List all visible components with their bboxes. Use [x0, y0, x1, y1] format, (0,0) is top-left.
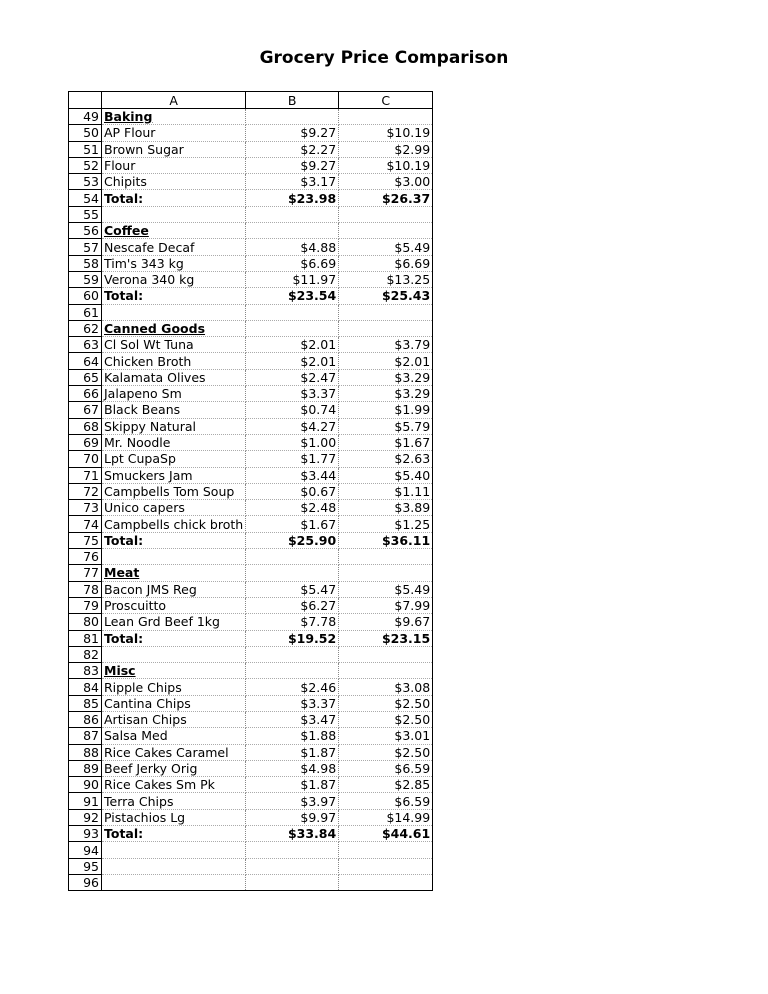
cell-price-c[interactable]: $5.79 — [339, 418, 433, 434]
row-number-cell[interactable]: 73 — [69, 500, 102, 516]
row-number-cell[interactable]: 77 — [69, 565, 102, 581]
row-number-cell[interactable]: 90 — [69, 777, 102, 793]
cell-item-name[interactable]: Lpt CupaSp — [102, 451, 246, 467]
cell-price-c[interactable]: $2.50 — [339, 695, 433, 711]
row-number-cell[interactable]: 71 — [69, 467, 102, 483]
row-number-cell[interactable]: 65 — [69, 369, 102, 385]
cell-price-c[interactable]: $1.11 — [339, 483, 433, 499]
row-number-cell[interactable]: 87 — [69, 728, 102, 744]
table-row — [69, 337, 433, 353]
row-number-cell[interactable]: 52 — [69, 157, 102, 173]
cell-item-name[interactable]: Chipits — [102, 174, 246, 190]
table-row — [69, 663, 433, 679]
table-row — [69, 858, 433, 874]
cell-item-name[interactable]: Verona 340 kg — [102, 271, 246, 287]
table-row — [69, 809, 433, 825]
cell-price-c[interactable]: $6.59 — [339, 793, 433, 809]
column-header-c: C — [339, 92, 433, 109]
cell-price-c[interactable]: $5.49 — [339, 239, 433, 255]
cell-price-c[interactable] — [339, 874, 433, 890]
cell-price-c[interactable]: $36.11 — [339, 532, 433, 548]
table-row — [69, 109, 433, 125]
row-number-cell[interactable]: 79 — [69, 597, 102, 613]
table-row — [69, 744, 433, 760]
cell-price-b[interactable]: $4.98 — [246, 760, 339, 776]
cell-price-c[interactable]: $2.99 — [339, 141, 433, 157]
table-row — [69, 255, 433, 271]
cell-item-name[interactable]: Brown Sugar — [102, 141, 246, 157]
row-number-cell[interactable]: 82 — [69, 646, 102, 662]
table-body — [69, 109, 433, 891]
cell-price-c[interactable]: $26.37 — [339, 190, 433, 206]
cell-price-b[interactable]: $3.44 — [246, 467, 339, 483]
cell-price-c[interactable]: $5.40 — [339, 467, 433, 483]
row-number-cell[interactable]: 50 — [69, 125, 102, 141]
table-row — [69, 597, 433, 613]
cell-price-c[interactable]: $14.99 — [339, 809, 433, 825]
cell-price-b[interactable]: $9.27 — [246, 125, 339, 141]
cell-item-name[interactable] — [102, 206, 246, 222]
row-number-cell[interactable]: 56 — [69, 223, 102, 239]
cell-price-c[interactable]: $10.19 — [339, 157, 433, 173]
cell-price-c[interactable]: $3.00 — [339, 174, 433, 190]
cell-price-b[interactable] — [246, 549, 339, 565]
cell-price-b[interactable] — [246, 109, 339, 125]
cell-item-name[interactable]: Jalapeno Sm — [102, 386, 246, 402]
table-row — [69, 418, 433, 434]
table-row — [69, 239, 433, 255]
cell-price-c[interactable]: $3.89 — [339, 500, 433, 516]
cell-item-name[interactable]: Terra Chips — [102, 793, 246, 809]
cell-price-c[interactable]: $44.61 — [339, 826, 433, 842]
cell-price-c[interactable] — [339, 206, 433, 222]
cell-item-name[interactable] — [102, 874, 246, 890]
row-number-cell[interactable]: 89 — [69, 760, 102, 776]
cell-price-c[interactable] — [339, 842, 433, 858]
cell-price-b[interactable]: $1.88 — [246, 728, 339, 744]
cell-price-b[interactable]: $1.87 — [246, 777, 339, 793]
cell-item-name[interactable]: Artisan Chips — [102, 711, 246, 727]
cell-price-b[interactable]: $3.37 — [246, 386, 339, 402]
cell-price-c[interactable]: $2.50 — [339, 711, 433, 727]
cell-item-name[interactable]: Beef Jerky Orig — [102, 760, 246, 776]
row-number-cell[interactable]: 80 — [69, 614, 102, 630]
row-number-cell[interactable]: 78 — [69, 581, 102, 597]
cell-price-b[interactable]: $2.27 — [246, 141, 339, 157]
column-header-row — [69, 92, 433, 109]
row-number-cell[interactable]: 72 — [69, 483, 102, 499]
cell-item-name[interactable]: Coffee — [102, 223, 246, 239]
table-row — [69, 271, 433, 287]
table-row — [69, 516, 433, 532]
cell-price-c[interactable] — [339, 646, 433, 662]
cell-price-c[interactable] — [339, 549, 433, 565]
table-row — [69, 288, 433, 304]
cell-price-b[interactable]: $4.27 — [246, 418, 339, 434]
column-header-a: A — [102, 92, 246, 109]
row-number-cell[interactable]: 66 — [69, 386, 102, 402]
row-number-cell[interactable]: 62 — [69, 320, 102, 336]
cell-item-name[interactable]: Baking — [102, 109, 246, 125]
table-row — [69, 711, 433, 727]
row-number-cell[interactable]: 94 — [69, 842, 102, 858]
cell-price-c[interactable]: $10.19 — [339, 125, 433, 141]
cell-price-c[interactable]: $3.29 — [339, 369, 433, 385]
table-row — [69, 483, 433, 499]
cell-item-name[interactable] — [102, 549, 246, 565]
row-number-cell[interactable]: 70 — [69, 451, 102, 467]
table-row — [69, 190, 433, 206]
cell-item-name[interactable]: AP Flour — [102, 125, 246, 141]
cell-item-name[interactable]: Unico capers — [102, 500, 246, 516]
table-row — [69, 125, 433, 141]
cell-price-c[interactable]: $2.85 — [339, 777, 433, 793]
cell-item-name[interactable]: Pistachios Lg — [102, 809, 246, 825]
table-row — [69, 630, 433, 646]
cell-price-b[interactable]: $2.47 — [246, 369, 339, 385]
row-number-cell[interactable]: 51 — [69, 141, 102, 157]
cell-item-name[interactable]: Cantina Chips — [102, 695, 246, 711]
table-row — [69, 842, 433, 858]
cell-price-b[interactable]: $2.01 — [246, 353, 339, 369]
row-number-cell[interactable]: 58 — [69, 255, 102, 271]
cell-price-c[interactable]: $23.15 — [339, 630, 433, 646]
cell-price-b[interactable]: $3.37 — [246, 695, 339, 711]
row-number-cell[interactable]: 69 — [69, 434, 102, 450]
table-row — [69, 532, 433, 548]
cell-price-b[interactable]: $4.88 — [246, 239, 339, 255]
cell-item-name[interactable]: Total: — [102, 288, 246, 304]
table-row — [69, 223, 433, 239]
corner-cell — [69, 92, 102, 109]
row-number-cell[interactable]: 88 — [69, 744, 102, 760]
cell-price-c[interactable]: $7.99 — [339, 597, 433, 613]
table-row — [69, 826, 433, 842]
cell-item-name[interactable]: Skippy Natural — [102, 418, 246, 434]
cell-price-c[interactable]: $1.99 — [339, 402, 433, 418]
cell-price-b[interactable]: $9.27 — [246, 157, 339, 173]
table-row — [69, 157, 433, 173]
table-row — [69, 679, 433, 695]
row-number-cell[interactable]: 96 — [69, 874, 102, 890]
row-number-cell[interactable]: 49 — [69, 109, 102, 125]
cell-item-name[interactable]: Campbells Tom Soup — [102, 483, 246, 499]
cell-item-name[interactable]: Flour — [102, 157, 246, 173]
table-row — [69, 320, 433, 336]
table-row — [69, 728, 433, 744]
cell-price-b[interactable]: $5.47 — [246, 581, 339, 597]
cell-price-b[interactable]: $3.17 — [246, 174, 339, 190]
table-row — [69, 369, 433, 385]
row-number-cell[interactable]: 61 — [69, 304, 102, 320]
cell-price-b[interactable]: $25.90 — [246, 532, 339, 548]
table-row — [69, 500, 433, 516]
cell-price-c[interactable] — [339, 858, 433, 874]
row-number-cell[interactable]: 68 — [69, 418, 102, 434]
table-row — [69, 760, 433, 776]
cell-item-name[interactable]: Rice Cakes Sm Pk — [102, 777, 246, 793]
row-number-cell[interactable]: 74 — [69, 516, 102, 532]
cell-item-name[interactable]: Smuckers Jam — [102, 467, 246, 483]
table-row — [69, 353, 433, 369]
table-row — [69, 614, 433, 630]
cell-item-name[interactable]: Bacon JMS Reg — [102, 581, 246, 597]
table-row — [69, 386, 433, 402]
cell-price-b[interactable] — [246, 858, 339, 874]
cell-price-c[interactable] — [339, 565, 433, 581]
cell-price-c[interactable] — [339, 663, 433, 679]
table-row — [69, 581, 433, 597]
row-number-cell[interactable]: 63 — [69, 337, 102, 353]
table-row — [69, 793, 433, 809]
table-row — [69, 467, 433, 483]
cell-price-c[interactable]: $2.50 — [339, 744, 433, 760]
cell-item-name[interactable]: Black Beans — [102, 402, 246, 418]
cell-price-b[interactable]: $1.67 — [246, 516, 339, 532]
row-number-cell[interactable]: 75 — [69, 532, 102, 548]
cell-item-name[interactable]: Campbells chick broth — [102, 516, 246, 532]
cell-item-name[interactable]: Tim's 343 kg — [102, 255, 246, 271]
cell-price-b[interactable] — [246, 663, 339, 679]
cell-price-c[interactable] — [339, 304, 433, 320]
row-number-cell[interactable]: 83 — [69, 663, 102, 679]
table-row — [69, 549, 433, 565]
cell-price-b[interactable] — [246, 320, 339, 336]
cell-price-b[interactable]: $9.97 — [246, 809, 339, 825]
cell-price-b[interactable]: $7.78 — [246, 614, 339, 630]
cell-price-b[interactable]: $3.97 — [246, 793, 339, 809]
cell-price-b[interactable]: $2.01 — [246, 337, 339, 353]
row-number-cell[interactable]: 55 — [69, 206, 102, 222]
table-row — [69, 402, 433, 418]
cell-item-name[interactable]: Misc — [102, 663, 246, 679]
cell-price-b[interactable]: $6.69 — [246, 255, 339, 271]
cell-item-name[interactable]: Total: — [102, 532, 246, 548]
cell-price-b[interactable]: $23.54 — [246, 288, 339, 304]
cell-item-name[interactable]: Salsa Med — [102, 728, 246, 744]
cell-price-c[interactable]: $3.29 — [339, 386, 433, 402]
row-number-cell[interactable]: 86 — [69, 711, 102, 727]
cell-price-c[interactable]: $25.43 — [339, 288, 433, 304]
cell-price-c[interactable]: $6.69 — [339, 255, 433, 271]
cell-price-b[interactable] — [246, 223, 339, 239]
row-number-cell[interactable]: 54 — [69, 190, 102, 206]
row-number-cell[interactable]: 84 — [69, 679, 102, 695]
cell-item-name[interactable]: Ripple Chips — [102, 679, 246, 695]
table-row — [69, 777, 433, 793]
cell-item-name[interactable] — [102, 858, 246, 874]
row-number-cell[interactable]: 57 — [69, 239, 102, 255]
cell-item-name[interactable] — [102, 842, 246, 858]
table-row — [69, 565, 433, 581]
cell-price-c[interactable]: $1.25 — [339, 516, 433, 532]
cell-item-name[interactable]: Proscuitto — [102, 597, 246, 613]
cell-price-c[interactable]: $1.67 — [339, 434, 433, 450]
row-number-cell[interactable]: 95 — [69, 858, 102, 874]
cell-item-name[interactable]: Chicken Broth — [102, 353, 246, 369]
table-row — [69, 646, 433, 662]
row-number-cell[interactable]: 81 — [69, 630, 102, 646]
cell-price-b[interactable]: $11.97 — [246, 271, 339, 287]
cell-price-c[interactable]: $3.01 — [339, 728, 433, 744]
row-number-cell[interactable]: 53 — [69, 174, 102, 190]
cell-price-b[interactable]: $0.67 — [246, 483, 339, 499]
cell-price-b[interactable]: $1.87 — [246, 744, 339, 760]
row-number-cell[interactable]: 59 — [69, 271, 102, 287]
row-number-cell[interactable]: 91 — [69, 793, 102, 809]
cell-item-name[interactable]: Lean Grd Beef 1kg — [102, 614, 246, 630]
row-number-cell[interactable]: 76 — [69, 549, 102, 565]
cell-item-name[interactable]: Canned Goods — [102, 320, 246, 336]
table-row — [69, 141, 433, 157]
row-number-cell[interactable]: 67 — [69, 402, 102, 418]
cell-item-name[interactable]: Nescafe Decaf — [102, 239, 246, 255]
cell-price-c[interactable]: $13.25 — [339, 271, 433, 287]
row-number-cell[interactable]: 60 — [69, 288, 102, 304]
cell-price-b[interactable]: $2.48 — [246, 500, 339, 516]
cell-price-c[interactable]: $6.59 — [339, 760, 433, 776]
cell-price-c[interactable] — [339, 223, 433, 239]
cell-price-c[interactable]: $2.01 — [339, 353, 433, 369]
cell-price-b[interactable] — [246, 206, 339, 222]
cell-price-c[interactable] — [339, 320, 433, 336]
cell-price-c[interactable]: $2.63 — [339, 451, 433, 467]
cell-item-name[interactable]: Meat — [102, 565, 246, 581]
table-row — [69, 451, 433, 467]
cell-price-b[interactable] — [246, 874, 339, 890]
table-row — [69, 695, 433, 711]
page-title: Grocery Price Comparison — [259, 48, 509, 68]
cell-price-b[interactable] — [246, 565, 339, 581]
cell-price-c[interactable]: $9.67 — [339, 614, 433, 630]
cell-price-b[interactable] — [246, 304, 339, 320]
spreadsheet-table — [68, 91, 433, 891]
cell-price-b[interactable]: $19.52 — [246, 630, 339, 646]
row-number-cell[interactable]: 64 — [69, 353, 102, 369]
cell-item-name[interactable] — [102, 646, 246, 662]
row-number-cell[interactable]: 92 — [69, 809, 102, 825]
cell-price-b[interactable]: $1.00 — [246, 434, 339, 450]
cell-item-name[interactable]: Total: — [102, 630, 246, 646]
column-header-b: B — [246, 92, 339, 109]
cell-item-name[interactable]: Total: — [102, 826, 246, 842]
cell-price-b[interactable] — [246, 646, 339, 662]
cell-item-name[interactable]: Cl Sol Wt Tuna — [102, 337, 246, 353]
cell-price-b[interactable]: $23.98 — [246, 190, 339, 206]
table-row — [69, 874, 433, 890]
cell-price-c[interactable]: $5.49 — [339, 581, 433, 597]
cell-item-name[interactable]: Rice Cakes Caramel — [102, 744, 246, 760]
table-row — [69, 174, 433, 190]
cell-item-name[interactable]: Kalamata Olives — [102, 369, 246, 385]
cell-price-b[interactable]: $6.27 — [246, 597, 339, 613]
table-row — [69, 206, 433, 222]
cell-price-b[interactable]: $0.74 — [246, 402, 339, 418]
cell-item-name[interactable]: Mr. Noodle — [102, 434, 246, 450]
cell-price-c[interactable]: $3.08 — [339, 679, 433, 695]
cell-price-b[interactable] — [246, 842, 339, 858]
row-number-cell[interactable]: 85 — [69, 695, 102, 711]
row-number-cell[interactable]: 93 — [69, 826, 102, 842]
cell-price-b[interactable]: $3.47 — [246, 711, 339, 727]
cell-price-c[interactable]: $3.79 — [339, 337, 433, 353]
cell-price-b[interactable]: $33.84 — [246, 826, 339, 842]
table-row — [69, 434, 433, 450]
cell-item-name[interactable]: Total: — [102, 190, 246, 206]
cell-price-b[interactable]: $1.77 — [246, 451, 339, 467]
table-row — [69, 304, 433, 320]
cell-price-c[interactable] — [339, 109, 433, 125]
cell-price-b[interactable]: $2.46 — [246, 679, 339, 695]
cell-item-name[interactable] — [102, 304, 246, 320]
